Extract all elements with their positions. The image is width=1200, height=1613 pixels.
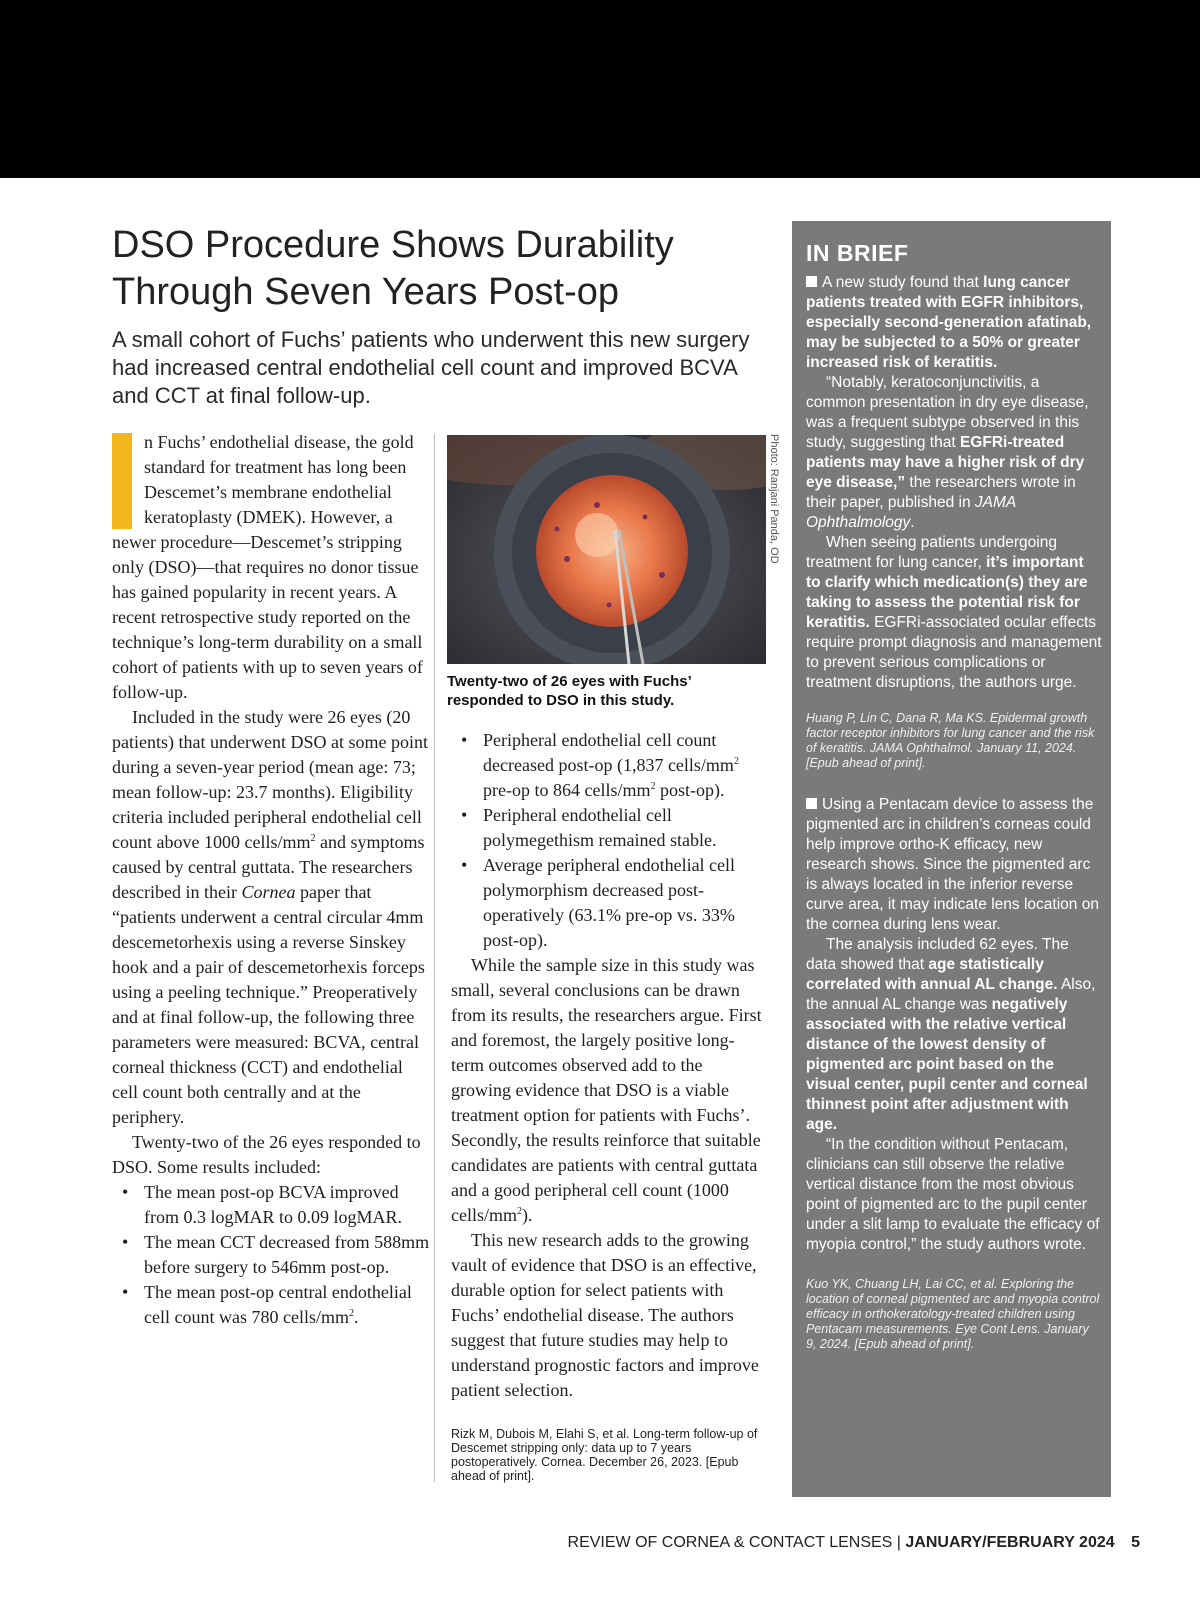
- square-bullet-icon: [806, 798, 817, 809]
- article-headline: DSO Procedure Shows Durability Through Seven Years Post-op: [112, 224, 674, 313]
- article-citation: Rizk M, Dubois M, Elahi S, et al. Long-term follow-up of Descemet stripping only: data up to 7 years postoperatively. Cornea. December 26, 2023. [Epub ahead of print].: [451, 1427, 758, 1483]
- list-item: • The mean CCT decreased from 588mm before surgery to 546mm post-op.: [112, 1230, 430, 1280]
- dropcap: [112, 433, 132, 529]
- column-divider: [434, 434, 435, 1482]
- page-number: 5: [1131, 1534, 1140, 1551]
- publication-name: REVIEW OF CORNEA & CONTACT LENSES: [567, 1534, 893, 1551]
- top-banner: [0, 0, 1200, 178]
- list-item: • Peripheral endothelial cell polymegethism remained stable.: [451, 803, 765, 853]
- results-list-1: [112, 1180, 430, 1330]
- results-list-2: [451, 728, 765, 953]
- closing-paragraph: This new research adds to the growing vault of evidence that DSO is an effective, durable option for select patients with Fuchs’ endothelial disease. The authors suggest that future studies may help to understand prognostic factors and improve patient selection.: [451, 1230, 759, 1400]
- photo-caption: Twenty-two of 26 eyes with Fuchs’ responded to DSO in this study.: [447, 673, 691, 709]
- square-bullet-icon: [806, 276, 817, 287]
- brief-item-2-quote: “In the condition without Pentacam, clinicians can still observe the relative vertical distance from the most obvious point of pigmented arc to the pupil center under a slit lamp to evaluate the efficacy of myopia control,” the study authors wrote.: [806, 1136, 1100, 1253]
- brief-item-1-advice: When seeing patients undergoing treatment for lung cancer, it’s important to clarify which medication(s) they are taking to assess the potential risk for keratitis. EGFRi-associated ocular effects require prompt diagnosis and management to prevent serious complications or treatment disruptions, the authors urge.: [806, 534, 1102, 691]
- brief-item-2-analysis: The analysis included 62 eyes. The data showed that age statistically correlated with annual AL change. Also, the annual AL change was negatively associated with the relative vertical distance of the lowest density of pigmented arc point based on the visual center, pupil center and corneal thinnest point after adjustment with age.: [806, 936, 1096, 1133]
- photo-credit: Photo: Ranjani Panda, OD: [768, 434, 780, 564]
- list-item: • The mean post-op BCVA improved from 0.3 logMAR to 0.09 logMAR.: [112, 1180, 430, 1230]
- eye-illustration: [447, 435, 766, 664]
- journal-name: Cornea: [241, 882, 296, 902]
- footer-separator: |: [896, 1534, 901, 1551]
- brief-item-1-quote: “Notably, keratoconjunctivitis, a common presentation in dry eye disease, was a frequent subtype observed in this study, suggesting that EGFRi-treated patients may have a higher risk of dry eye disease,” the researchers wrote in their paper, published in JAMA Ophthalmology.: [806, 374, 1089, 531]
- results-intro: Twenty-two of the 26 eyes responded to DSO. Some results included:: [112, 1132, 421, 1177]
- article-column-2: [451, 728, 765, 1403]
- intro-paragraph: n Fuchs’ endothelial disease, the gold standard for treatment has long been Descemet’s membrane endothelial keratoplasty (DMEK). However, a newer procedure—Descemet’s stripping only (DSO)—that requires no donor tissue has gained popularity in recent years. A recent retrospective study reported on the technique’s long-term durability on a small cohort of patients with up to seven years of follow-up.: [112, 432, 423, 702]
- surgery-photo: [447, 435, 766, 664]
- page-footer: [568, 1534, 1140, 1552]
- brief-item-1-lead: A new study found that lung cancer patients treated with EGFR inhibitors, especially second-generation afatinab, may be subjected to a 50% or greater increased risk of keratitis.: [806, 274, 1092, 371]
- brief-item-2-lead: Using a Pentacam device to assess the pigmented arc in children’s corneas could help improve ortho-K efficacy, new research shows. Since the pigmented arc is always located in the inferior reverse curve area, it may indicate lens location on the cornea during lens wear.: [806, 796, 1099, 933]
- list-item: • The mean post-op central endothelial cell count was 780 cells/$mm^2$.: [112, 1280, 430, 1330]
- brief-item-2-citation: Kuo YK, Chuang LH, Lai CC, et al. Exploring the location of corneal pigmented arc and myopia control efficacy in orthokeratology-treated children using Pentacam measurements. Eye Cont Lens. January 9, 2024. [Epub ahead of print].: [806, 1277, 1100, 1351]
- sidebar-body: [806, 273, 1102, 1352]
- list-item: • Peripheral endothelial cell count decreased post-op (1,837 cells/$mm^2$ pre-op to 864 cells/$mm^2$ post-op).: [451, 728, 765, 803]
- in-brief-sidebar: [792, 221, 1111, 1497]
- methods-paragraph: Included in the study were 26 eyes (20 patients) that underwent DSO at some point during a seven-year period (mean age: 73; mean follow-up: 23.7 months). Eligibility criteria included peripheral endothelial cell count above 1000 cells/$mm^2$ and symptoms caused by central guttata. The researchers described in their Cornea paper that “patients underwent a central circular 4mm descemetorhexis using a reverse Sinskey hook and a pair of descemetorhexis forceps using a peeling technique.” Preoperatively and at final follow-up, the following three parameters were measured: BCVA, central corneal thickness (CCT) and endothelial cell count both centrally and at the periphery.: [112, 707, 428, 1127]
- sidebar-title: IN BRIEF: [806, 240, 909, 266]
- article-column-1: [112, 430, 430, 1330]
- brief-item-1-citation: Huang P, Lin C, Dana R, Ma KS. Epidermal growth factor receptor inhibitors for lung cancer and the risk of keratitis. JAMA Ophthalmol. January 11, 2024. [Epub ahead of print].: [806, 711, 1095, 770]
- list-item: • Average peripheral endothelial cell polymorphism decreased post-operatively (63.1% pre-op vs. 33% post-op).: [451, 853, 765, 953]
- issue-date: JANUARY/FEBRUARY 2024: [905, 1534, 1115, 1551]
- conclusions-paragraph: While the sample size in this study was small, several conclusions can be drawn from its results, the researchers argue. First and foremost, the largely positive long-term outcomes observed add to the growing evidence that DSO is a viable treatment option for patients with Fuchs’. Secondly, the results reinforce that suitable candidates are patients with central guttata and a good peripheral cell count (1000 cells/$mm^2$).: [451, 955, 762, 1225]
- article-deck: A small cohort of Fuchs’ patients who underwent this new surgery had increased central endothelial cell count and improved BCVA and CCT at final follow-up.: [112, 327, 750, 408]
